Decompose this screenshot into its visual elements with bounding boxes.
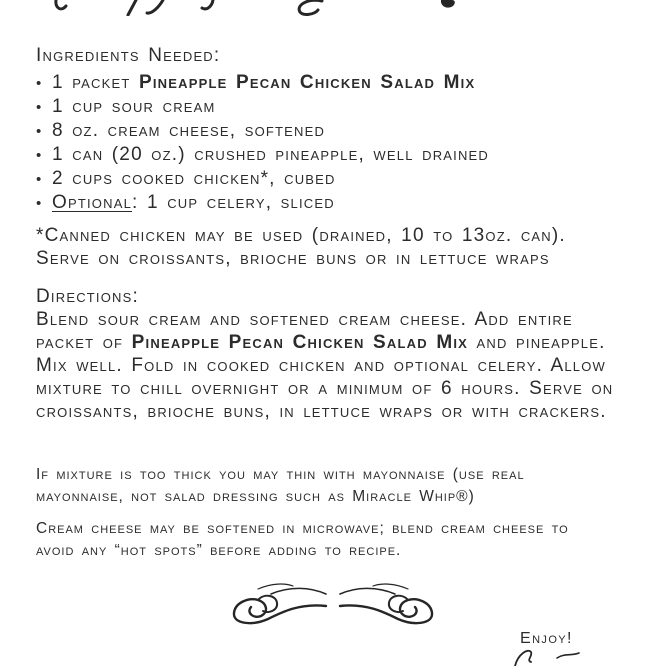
bullet-icon: • (36, 123, 43, 140)
directions-text: Blend sour cream and softened cream cheese. Add entire packet of (36, 309, 573, 353)
ingredient-text: 8 oz. cream cheese, softened (52, 120, 326, 141)
script-title-fragment (0, 0, 666, 16)
note-cream-cheese: Cream cheese may be softened in microwave; blend cream cheese to avoid any “hot spots” before adding to recipe. (36, 520, 569, 559)
ingredient-text: 1 can (20 oz.) crushed pineapple, well drained (52, 144, 490, 165)
mix-name-bold: Pineapple Pecan Chicken Salad Mix (138, 72, 476, 93)
bullet-icon: • (36, 171, 43, 188)
ingredients-list (36, 71, 636, 215)
bullet-icon: • (36, 99, 43, 116)
ingredients-section (36, 44, 636, 215)
ingredient-item (36, 143, 636, 167)
ingredient-text: 2 cups cooked chicken*, cubed (52, 168, 336, 189)
ingredient-item (36, 119, 636, 143)
directions-section (36, 285, 632, 423)
flourish-divider (226, 582, 440, 626)
directions-heading: Directions: (36, 286, 139, 307)
optional-label: Optional (52, 192, 133, 213)
note-mayonnaise: If mixture is too thick you may thin with mayonnaise (use real mayonnaise, not salad dressing such as Miracle Whip®) (36, 466, 525, 505)
ingredient-item (36, 95, 636, 119)
bullet-icon: • (36, 195, 43, 212)
enjoy-text: Enjoy! (520, 630, 573, 647)
ingredient-item (36, 191, 636, 215)
ingredient-item (36, 71, 636, 95)
ingredients-heading: Ingredients Needed: (36, 45, 221, 66)
ingredient-text: : 1 cup celery, sliced (132, 192, 335, 213)
asterisk-note: *Canned chicken may be used (drained, 10 to 13oz. can). Serve on croissants, brioche buns or in lettuce wraps (36, 225, 566, 269)
ingredient-item (36, 167, 636, 191)
directions-text: and pineapple. Mix well. Fold in cooked chicken and optional celery. Allow mixture to chill overnight or a minimum of 6 hours. Serve on croissants, brioche buns, in lettuce wraps or with crackers. (36, 332, 614, 422)
ingredient-text: 1 packet (52, 72, 139, 93)
ingredient-text: 1 cup sour cream (52, 96, 216, 117)
directions-paragraph (36, 308, 632, 423)
bullet-icon: • (36, 75, 43, 92)
signature-fragment (495, 646, 625, 666)
mix-name-bold: Pineapple Pecan Chicken Salad Mix (131, 332, 469, 353)
bullet-icon: • (36, 147, 43, 164)
